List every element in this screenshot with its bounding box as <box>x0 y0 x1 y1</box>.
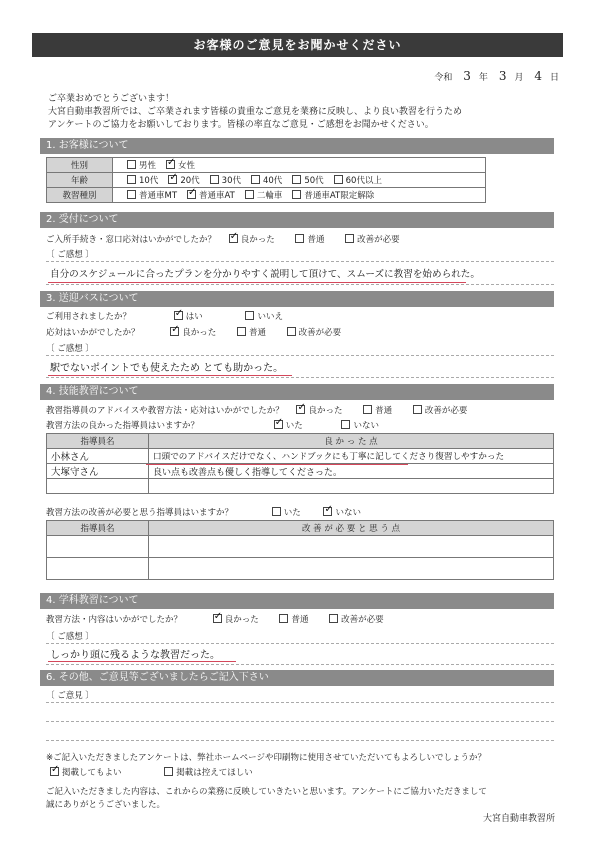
instructor-name[interactable]: 大塚守さん <box>47 464 149 479</box>
bus-comment-label: 〔 ご感想 〕 <box>46 344 94 354</box>
bus-comment[interactable]: 駅でないポイントでも使えたため とても助かった。 <box>50 363 284 374</box>
divider <box>46 284 554 285</box>
practical-normal-checkbox[interactable] <box>363 405 372 414</box>
intro-line: ご卒業おめでとうございます！ <box>48 94 175 104</box>
classroom-comment[interactable]: しっかり頭に残るような教習だった。 <box>50 650 220 661</box>
customer-table <box>46 157 486 203</box>
section-customer-header: 1. お客様について <box>40 138 554 154</box>
classroom-comment-label: 〔 ご感想 〕 <box>46 632 94 642</box>
instructor-name[interactable]: 小林さん <box>47 449 149 464</box>
intro-line: アンケートのご協力をお願いしております。皆様の率直なご意見・ご感想をお聞かせください。 <box>48 120 434 130</box>
type-at-checkbox[interactable] <box>187 190 196 199</box>
good-point[interactable]: 良い点も改善点も優しく指導してくださった。 <box>149 464 554 479</box>
col-bad-points: 改 善 が 必 要 と 思 う 点 <box>149 521 554 536</box>
practical-good-checkbox[interactable] <box>296 405 305 414</box>
female-label: 女性 <box>178 161 196 171</box>
classroom-normal-label: 普通 <box>291 615 309 625</box>
bus-use-row <box>46 310 283 322</box>
bad-instructor-question: 教習方法の改善が必要と思う指導員はいますか？ <box>46 508 234 518</box>
age-60-checkbox[interactable] <box>334 175 343 184</box>
underline <box>48 375 292 376</box>
classroom-improve-checkbox[interactable] <box>329 614 338 623</box>
age-30-checkbox[interactable] <box>210 175 219 184</box>
classroom-good-label: 良かった <box>224 615 259 625</box>
bus-no-label: いいえ <box>257 312 283 322</box>
reception-good-checkbox[interactable] <box>229 234 238 243</box>
table-row <box>47 558 554 580</box>
practical-normal-label: 普通 <box>375 406 393 416</box>
date-day-unit: 日 <box>549 73 559 83</box>
signature: 大宮自動車教習所 <box>482 814 555 824</box>
classroom-good-checkbox[interactable] <box>213 614 222 623</box>
bad-instructor-no-label: いない <box>335 508 361 518</box>
divider <box>46 664 554 665</box>
divider <box>46 740 554 741</box>
bus-normal-label: 普通 <box>248 328 266 338</box>
age-50-checkbox[interactable] <box>292 175 301 184</box>
page-title: お客様のご意見をお聞かせください <box>32 33 563 57</box>
type-at-release-checkbox[interactable] <box>292 190 301 199</box>
section-practical-header: 4. 技能教習について <box>40 384 554 400</box>
divider <box>46 261 554 262</box>
bus-service-row <box>46 326 341 338</box>
table-row <box>47 464 554 479</box>
reception-good-label: 良かった <box>240 235 275 245</box>
section-reception-header: 2. 受付について <box>40 212 554 228</box>
practical-improve-checkbox[interactable] <box>413 405 422 414</box>
bus-good-label: 良かった <box>182 328 217 338</box>
good-instructor-yes-label: いた <box>285 421 303 431</box>
bus-normal-checkbox[interactable] <box>237 327 246 336</box>
bus-service-question: 応対はいかがでしたか？ <box>46 328 140 338</box>
section-classroom-header: 4. 学科教習について <box>40 593 554 609</box>
type-option: 普通車AT <box>199 191 235 201</box>
divider <box>46 643 554 644</box>
practical-improve-label: 改善が必要 <box>424 406 468 416</box>
good-instructor-question: 教習方法の良かった指導員はいますか？ <box>46 421 200 431</box>
date-month-unit: 月 <box>514 73 524 83</box>
other-comment-label: 〔 ご意見 〕 <box>46 691 94 701</box>
bus-improve-label: 改善が必要 <box>298 328 342 338</box>
age-option: 10代 <box>139 176 159 186</box>
age-40-checkbox[interactable] <box>251 175 260 184</box>
perm-yes-checkbox[interactable] <box>50 767 59 776</box>
classroom-question: 教習方法・内容はいかがでしたか？ <box>46 615 183 625</box>
good-instructor-no-checkbox[interactable] <box>341 420 350 429</box>
date-era: 令和 <box>434 73 453 83</box>
type-option: 普通車AT限定解除 <box>304 191 375 201</box>
bad-instructor-yes-checkbox[interactable] <box>272 507 281 516</box>
date-day[interactable]: 4 <box>534 69 542 83</box>
good-point[interactable]: 口頭でのアドバイスだけでなく、ハンドブックにも丁寧に記してくださり復習しやすかった <box>149 449 554 464</box>
section-bus-header: 3. 送迎バスについて <box>40 291 554 307</box>
bus-use-question: ご利用されましたか？ <box>46 312 132 322</box>
male-checkbox[interactable] <box>127 160 136 169</box>
divider <box>46 355 554 356</box>
bad-instructor-table <box>46 520 554 580</box>
underline <box>48 661 236 662</box>
reception-improve-checkbox[interactable] <box>345 234 354 243</box>
intro-line: 大宮自動車教習所では、ご卒業されます皆様の貴重なご意見を業務に反映し、より良い教習を行うため <box>48 107 463 117</box>
divider <box>46 702 554 703</box>
perm-no-label: 掲載は控えてほしい <box>176 768 253 778</box>
practical-advice-row <box>46 404 467 416</box>
bus-good-checkbox[interactable] <box>170 327 179 336</box>
age-20-checkbox[interactable] <box>168 175 177 184</box>
age-10-checkbox[interactable] <box>127 175 136 184</box>
bus-no-checkbox[interactable] <box>245 311 254 320</box>
permission-row <box>40 766 253 778</box>
reception-comment[interactable]: 自分のスケジュールに合ったプランを分かりやすく説明して頂けて、スムーズに教習を始められた。 <box>50 269 480 280</box>
underline <box>48 282 466 283</box>
reception-question: ご入所手続き・窓口応対はいかがでしたか？ <box>46 235 217 245</box>
date-year-unit: 年 <box>478 73 488 83</box>
male-label: 男性 <box>139 161 157 171</box>
table-row <box>47 449 554 464</box>
type-bike-checkbox[interactable] <box>245 190 254 199</box>
table-row <box>47 479 554 494</box>
divider <box>46 721 554 722</box>
col-instructor-name: 指導員名 <box>47 521 149 536</box>
col-instructor-name: 指導員名 <box>47 434 149 449</box>
date-year[interactable]: 3 <box>463 69 471 83</box>
bad-instructor-row <box>46 506 361 518</box>
classroom-normal-checkbox[interactable] <box>279 614 288 623</box>
date-month[interactable]: 3 <box>498 69 507 83</box>
reception-comment-label: 〔 ご感想 〕 <box>46 250 94 260</box>
reception-normal-checkbox[interactable] <box>295 234 304 243</box>
reception-normal-label: 普通 <box>307 235 325 245</box>
age-label: 年齢 <box>47 173 113 188</box>
practical-advice-question: 教習指導員のアドバイスや教習方法・応対はいかがでしたか？ <box>46 406 284 416</box>
reception-improve-label: 改善が必要 <box>357 235 400 245</box>
age-option: 60代以上 <box>345 176 382 186</box>
perm-yes-label: 掲載してもよい <box>62 768 122 778</box>
section-other-header: 6. その他、ご意見等ございましたらご記入下さい <box>40 670 554 686</box>
perm-no-checkbox[interactable] <box>164 767 173 776</box>
thanks-line: ご記入いただきました内容は、これからの業務に反映していきたいと思います。アンケートにご協力いただきまして <box>46 787 487 797</box>
reception-question-row <box>46 233 400 245</box>
type-mt-checkbox[interactable] <box>127 190 136 199</box>
divider <box>46 377 554 378</box>
practical-good-label: 良かった <box>308 406 343 416</box>
age-option: 20代 <box>180 176 200 186</box>
classroom-improve-label: 改善が必要 <box>341 615 384 625</box>
intro-text <box>48 93 568 132</box>
type-option: 普通車MT <box>139 191 178 201</box>
date <box>434 69 559 83</box>
col-good-points: 良 か っ た 点 <box>149 434 554 449</box>
bus-improve-checkbox[interactable] <box>287 327 296 336</box>
table-row <box>47 536 554 558</box>
good-instructor-yes-checkbox[interactable] <box>274 420 283 429</box>
age-option: 50代 <box>304 176 324 186</box>
classroom-question-row <box>46 613 384 625</box>
permission-question: ※ご記入いただきましたアンケートは、弊社ホームページや印刷物に使用させていただいてもよろしいでしょうか？ <box>46 753 486 763</box>
bus-yes-label: はい <box>185 312 203 322</box>
female-checkbox[interactable] <box>166 160 175 169</box>
age-option: 30代 <box>221 176 241 186</box>
bad-instructor-yes-label: いた <box>283 508 301 518</box>
thanks-text <box>46 786 487 812</box>
thanks-line: 誠にありがとうございました。 <box>46 800 166 810</box>
type-option: 二輪車 <box>256 191 283 201</box>
type-label: 教習種別 <box>47 188 113 203</box>
bus-yes-checkbox[interactable] <box>174 311 183 320</box>
gender-label: 性別 <box>47 158 113 173</box>
age-option: 40代 <box>262 176 283 186</box>
good-instructor-no-label: いない <box>353 421 379 431</box>
good-instructor-row <box>46 419 379 431</box>
bad-instructor-no-checkbox[interactable] <box>323 507 332 516</box>
underline <box>146 464 408 465</box>
